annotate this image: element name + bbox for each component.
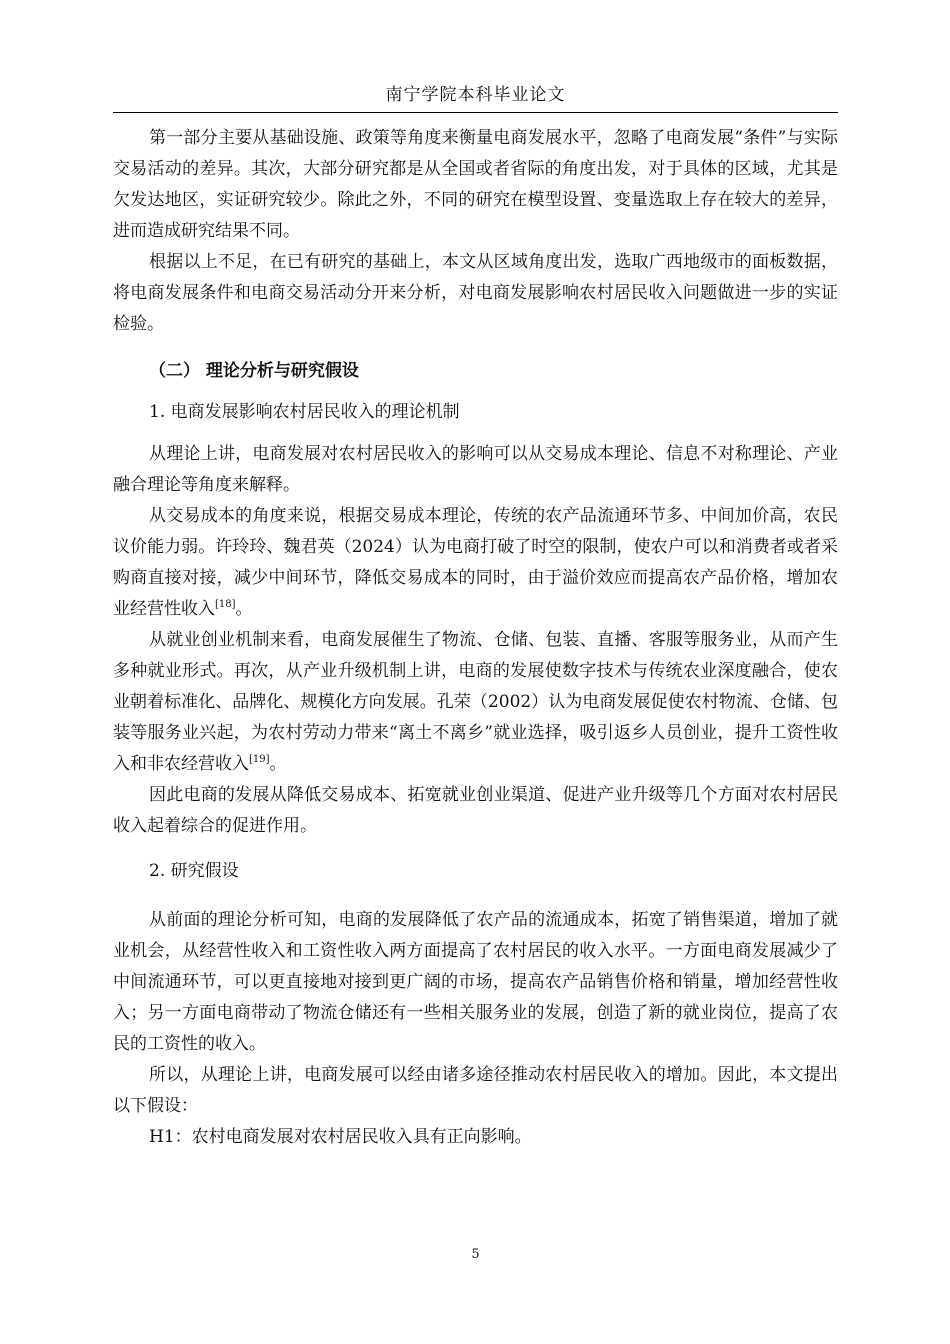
hypothesis: H1：农村电商发展对农村居民收入具有正向影响。 <box>149 1127 532 1147</box>
page-body <box>113 123 838 1153</box>
section-heading: （二） 理论分析与研究假设 <box>149 361 359 381</box>
citation: [18] <box>215 599 236 610</box>
paragraph: 因此电商的发展从降低交易成本、拓宽就业创业渠道、促进产业升级等几个方面对农村居民收入起着综合的促进作用。 <box>113 785 838 836</box>
paragraph: 从理论上讲，电商发展对农村居民收入的影响可以从交易成本理论、信息不对称理论、产业融合理论等角度来解释。 <box>113 444 838 495</box>
paragraph-text: 从就业创业机制来看，电商发展催生了物流、仓储、包装、直播、客服等服务业，从而产生多种就业形式。再次，从产业升级机制上讲，电商的发展使数字技术与传统农业深度融合，使农业朝着标准化、品牌化、规模化方向发展。孔荣（2002）认为电商发展促使农村物流、仓储、包装等服务业兴起，为农村劳动力带来“离土不离乡”就业选择，吸引返乡人员创业，提升工资性收入和非农经营收入 <box>113 630 838 774</box>
paragraph: 所以，从理论上讲，电商发展可以经由诸多途径推动农村居民收入的增加。因此，本文提出以下假设： <box>113 1065 838 1116</box>
header-rule <box>113 112 838 113</box>
paragraph-end: 。 <box>235 599 253 619</box>
paragraph-text: 从交易成本的角度来说，根据交易成本理论，传统的农产品流通环节多、中间加价高，农民议价能力弱。许玲玲、魏君英（2024）认为电商打破了时空的限制，使农户可以和消费者或者采购商直接对接，减少中间环节，降低交易成本的同时，由于溢价效应而提高农产品价格，增加农业经营性收入 <box>113 506 838 619</box>
subsection-heading: 1. 电商发展影响农村居民收入的理论机制 <box>149 402 460 422</box>
paragraph <box>113 501 838 625</box>
paragraph <box>113 625 838 780</box>
page-number: 5 <box>471 1247 480 1262</box>
paragraph: 从前面的理论分析可知，电商的发展降低了农产品的流通成本，拓宽了销售渠道，增加了就业机会，从经营性收入和工资性收入两方面提高了农村居民的收入水平。一方面电商发展减少了中间流通环节，可以更直接地对接到更广阔的市场，提高农产品销售价格和销量，增加经营性收入；另一方面电商带动了物流仓储还有一些相关服务业的发展，创造了新的就业岗位，提高了农民的工资性的收入。 <box>113 910 838 1054</box>
subsection-heading: 2. 研究假设 <box>149 861 239 881</box>
page-header-title: 南宁学院本科毕业论文 <box>385 85 566 105</box>
paragraph: 根据以上不足，在已有研究的基础上，本文从区域角度出发，选取广西地级市的面板数据，将电商发展条件和电商交易活动分开来分析，对电商发展影响农村居民收入问题做进一步的实证检验。 <box>113 252 838 334</box>
paragraph-end: 。 <box>269 754 287 774</box>
citation: [19] <box>249 754 270 765</box>
paragraph: 第一部分主要从基础设施、政策等角度来衡量电商发展水平，忽略了电商发展“条件”与实际交易活动的差异。其次，大部分研究都是从全国或者省际的角度出发，对于具体的区域，尤其是欠发达地区，实证研究较少。除此之外，不同的研究在模型设置、变量选取上存在较大的差异，进而造成研究结果不同。 <box>113 128 838 241</box>
